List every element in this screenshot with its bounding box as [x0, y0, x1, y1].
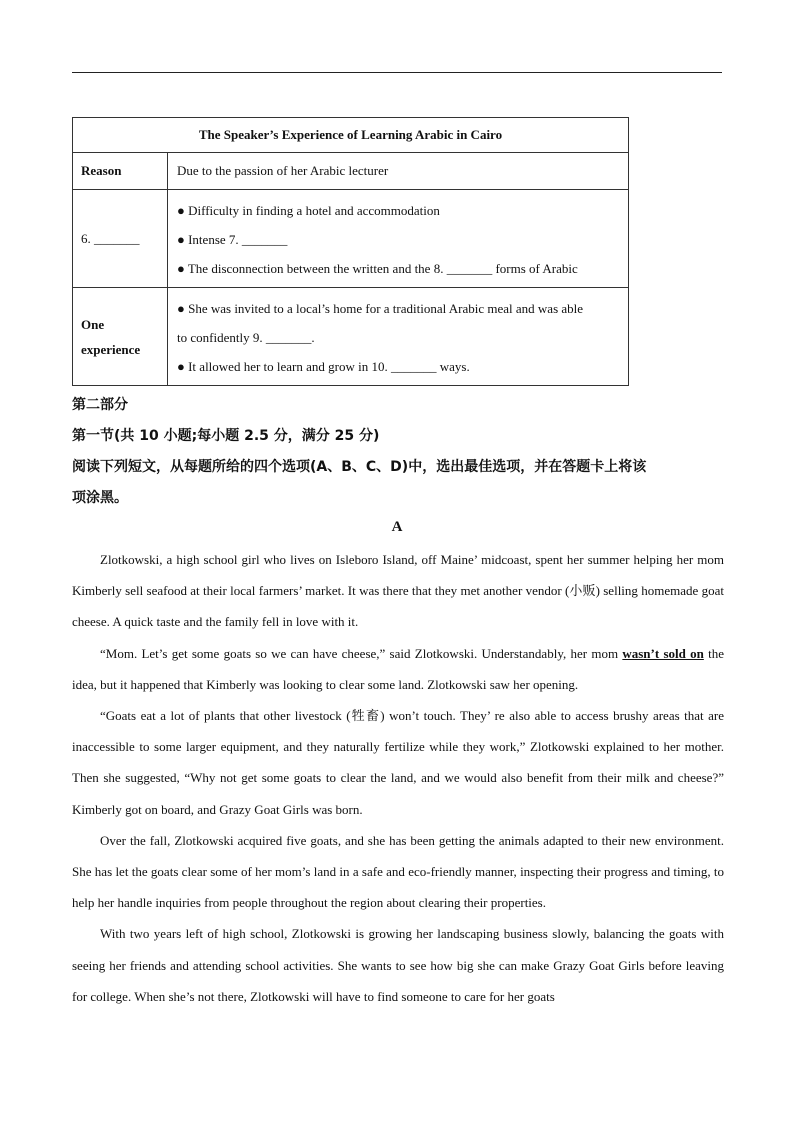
list-item: ● She was invited to a local’s home for a traditional Arabic meal and was able	[177, 300, 584, 316]
experience-list	[168, 288, 629, 386]
one-experience-label	[73, 288, 168, 386]
section-heading: 第一节(共 10 小题;每小题 2.5 分，满分 25 分)	[72, 428, 380, 444]
table-title: The Speaker’s Experience of Learning Arabic in Cairo	[73, 118, 629, 153]
paragraph: With two years left of high school, Zlotkowski is growing her landscaping business slowly, balancing the goats with seeing her friends and attending school activities. She wants to see how big she can make Grazy Goat Girls before leaving for college. When she’s not there, Zlotkowski will have to find someone to care for her goats	[72, 926, 724, 1004]
list-item: ● Difficulty in finding a hotel and accommodation	[177, 202, 440, 218]
header-rule	[72, 72, 722, 73]
list-item: ● The disconnection between the written and the 8. _______ forms of Arabic	[177, 260, 578, 276]
instructions-line-1: 阅读下列短文，从每题所给的四个选项(A、B、C、D)中，选出最佳选项，并在答题卡上将该	[72, 459, 647, 475]
blank-6-label: 6. _______	[73, 190, 168, 288]
table-row	[73, 288, 629, 386]
reason-label: Reason	[73, 153, 168, 190]
experience-table	[72, 117, 629, 386]
paragraph: Zlotkowski, a high school girl who lives on Isleboro Island, off Maine’ midcoast, spent her summer helping her mom Kimberly sell seafood at their local farmers’ market. It was there that they met another vendor (小贩) selling homemade goat cheese. A quick taste and the family fell in love with it.	[72, 552, 724, 630]
label-line: experience	[81, 341, 141, 357]
list-item: ● It allowed her to learn and grow in 10. _______ ways.	[177, 358, 470, 374]
paragraph	[72, 638, 724, 700]
passage-body	[72, 544, 724, 1012]
passage-title: A	[391, 519, 403, 535]
paragraph: Over the fall, Zlotkowski acquired five goats, and she has been getting the animals adapted to their new environment. She has let the goats clear some of her mom’s land in a safe and eco-friendly manner, inspecting their progress and timing, to help her handle inquiries from people throughout the region about clearing their properties.	[72, 832, 724, 911]
instructions-line-2: 项涂黑。	[72, 490, 128, 506]
paragraph: “Goats eat a lot of plants that other livestock (牲畜) won’t touch. They’ re also able to access brushy areas that are inaccessible to some larger equipment, and they naturally fertilize while they work,” Zlotkowski explained to her mother. Then she suggested, “Why not get some goats to clear the land, and we would also benefit from their milk and cheese?” Kimberly got on board, and Grazy Goat Girls was born.	[72, 708, 724, 817]
table-row	[73, 190, 629, 288]
text-span: the idea, but it happened that Kimberly was looking to clear some land. Zlotkowski saw her opening.	[72, 645, 724, 692]
difficulties-list	[168, 190, 629, 288]
underlined-phrase: wasn’t sold on	[622, 645, 704, 661]
text-span: “Mom. Let’s get some goats so we can have cheese,” said Zlotkowski. Understandably, her mom	[100, 645, 623, 661]
table-row	[73, 153, 629, 190]
reason-text: Due to the passion of her Arabic lecturer	[168, 153, 629, 190]
list-item: ● Intense 7. _______	[177, 231, 288, 247]
label-line: One	[81, 316, 105, 332]
part-heading: 第二部分	[72, 397, 128, 413]
list-item: to confidently 9. _______.	[177, 329, 315, 345]
